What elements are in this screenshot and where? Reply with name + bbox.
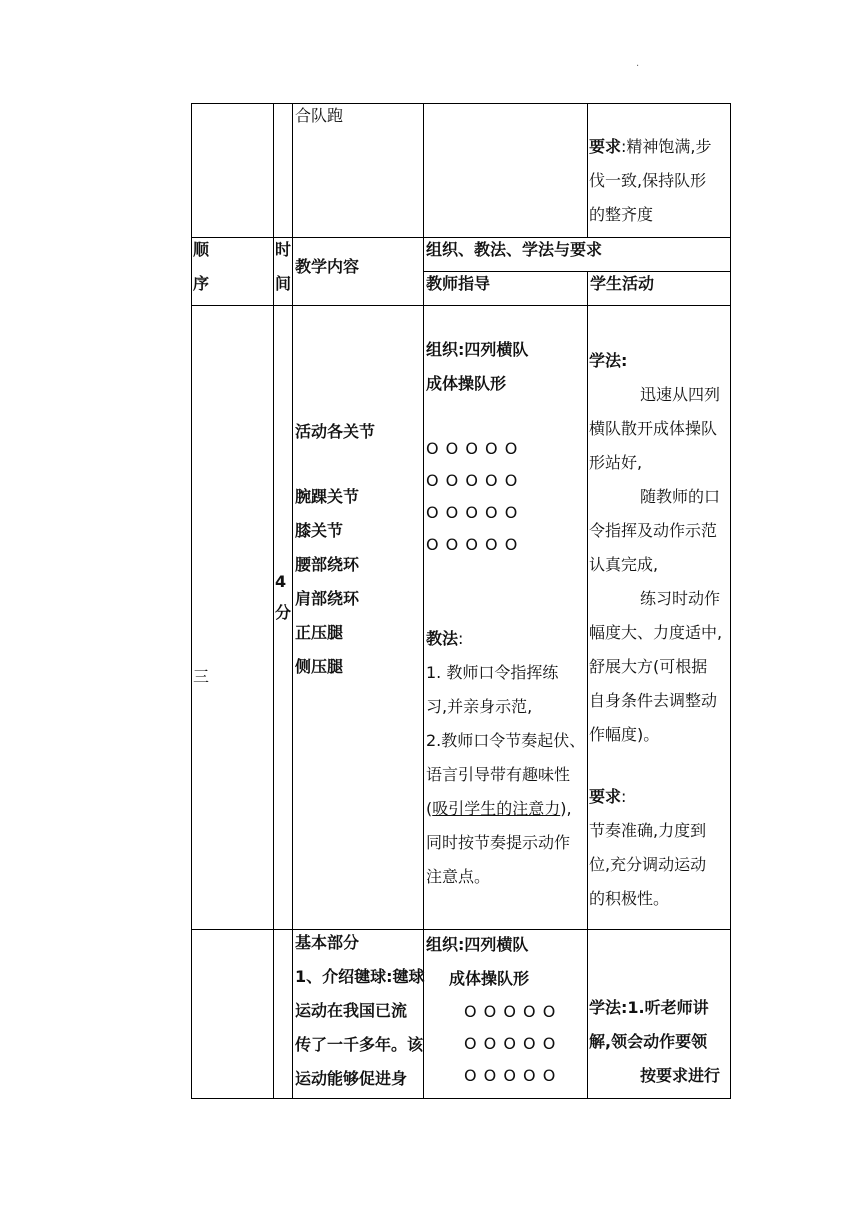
student-text-line: 令指挥及动作示范 [589, 521, 718, 540]
header-order: 顺 [193, 240, 210, 259]
teacher-method-line: (吸引学生的注意力), [426, 799, 572, 818]
header-organization: 组织、教法、学法与要求 [426, 240, 603, 259]
content-item: 活动各关节 [295, 422, 376, 441]
student-requirement-label: 要求: [589, 787, 627, 806]
basic-content-line: 传了一千多年。该 [295, 1035, 424, 1054]
formation-row: O O O O O [426, 503, 519, 522]
teacher-method-label: 教法: [426, 629, 464, 648]
basic-content-line: 基本部分 [295, 933, 360, 952]
basic-content-line: 1、介绍毽球:毽球 [295, 967, 425, 986]
student-text-line: 形站好, [589, 453, 643, 472]
basic-student-line: 解,领会动作要领 [589, 1032, 708, 1051]
top-row-requirement-line: 伐一致,保持队形 [589, 171, 707, 190]
student-text-line: 横队散开成体操队 [589, 419, 718, 438]
header-time: 间 [275, 274, 292, 293]
top-row-content: 合队跑 [295, 106, 344, 125]
student-text-line: 认真完成, [589, 555, 659, 574]
formation-row: O O O O O [464, 1066, 557, 1085]
student-requirement-line: 节奏准确,力度到 [589, 821, 707, 840]
content-item: 腰部绕环 [295, 555, 360, 574]
formation-row: O O O O O [464, 1002, 557, 1021]
content-item: 肩部绕环 [295, 589, 360, 608]
basic-teacher-organization: 组织:四列横队 [426, 935, 529, 954]
header-student: 学生活动 [590, 274, 655, 293]
content-item: 正压腿 [295, 623, 344, 642]
teacher-method-line: 同时按节奏提示动作 [426, 833, 571, 852]
section-order: 三 [193, 667, 210, 686]
content-item: 侧压腿 [295, 657, 344, 676]
content-item: 腕踝关节 [295, 487, 360, 506]
teacher-organization: 成体操队形 [426, 374, 507, 393]
basic-student-line: 按要求进行 [640, 1066, 721, 1085]
student-text-line: 练习时动作 [640, 589, 721, 608]
student-text-line: 自身条件去调整动 [589, 691, 718, 710]
top-row-requirement: 要求:精神饱满,步 [589, 137, 712, 156]
teacher-method-line: 注意点。 [426, 867, 491, 886]
teacher-method-line: 1. 教师口令指挥练 [426, 663, 559, 682]
header-teacher: 教师指导 [426, 274, 491, 293]
teacher-organization: 组织:四列横队 [426, 340, 529, 359]
student-text-line: 作幅度)。 [589, 725, 660, 744]
top-row-requirement-line: 的整齐度 [589, 205, 654, 224]
formation-row: O O O O O [426, 535, 519, 554]
student-text-line: 迅速从四列 [640, 385, 721, 404]
basic-content-line: 运动在我国已流 [295, 1001, 408, 1020]
student-text-line: 随教师的口 [640, 487, 721, 506]
teacher-method-line: 2.教师口令节奏起伏、 [426, 731, 586, 750]
formation-row: O O O O O [426, 439, 519, 458]
content-item: 膝关节 [295, 521, 344, 540]
student-study-label: 学法: [589, 351, 628, 370]
header-order: 序 [193, 274, 210, 293]
section-time: 4 [275, 572, 287, 591]
formation-row: O O O O O [464, 1034, 557, 1053]
basic-content-line: 运动能够促进身 [295, 1069, 408, 1088]
header-time: 时 [275, 240, 292, 259]
section-time: 分 [275, 603, 292, 622]
teacher-method-line: 习,并亲身示范, [426, 697, 533, 716]
formation-row: O O O O O [426, 471, 519, 490]
student-requirement-line: 的积极性。 [589, 889, 670, 908]
student-text-line: 舒展大方(可根据 [589, 657, 708, 676]
student-requirement-line: 位,充分调动运动 [589, 855, 707, 874]
page-marker: . [636, 58, 640, 69]
header-content: 教学内容 [295, 257, 360, 276]
student-text-line: 幅度大、力度适中, [589, 623, 723, 642]
teacher-method-line: 语言引导带有趣味性 [426, 765, 571, 784]
basic-student-line: 学法:1.听老师讲 [589, 998, 709, 1017]
basic-teacher-organization: 成体操队形 [449, 969, 530, 988]
